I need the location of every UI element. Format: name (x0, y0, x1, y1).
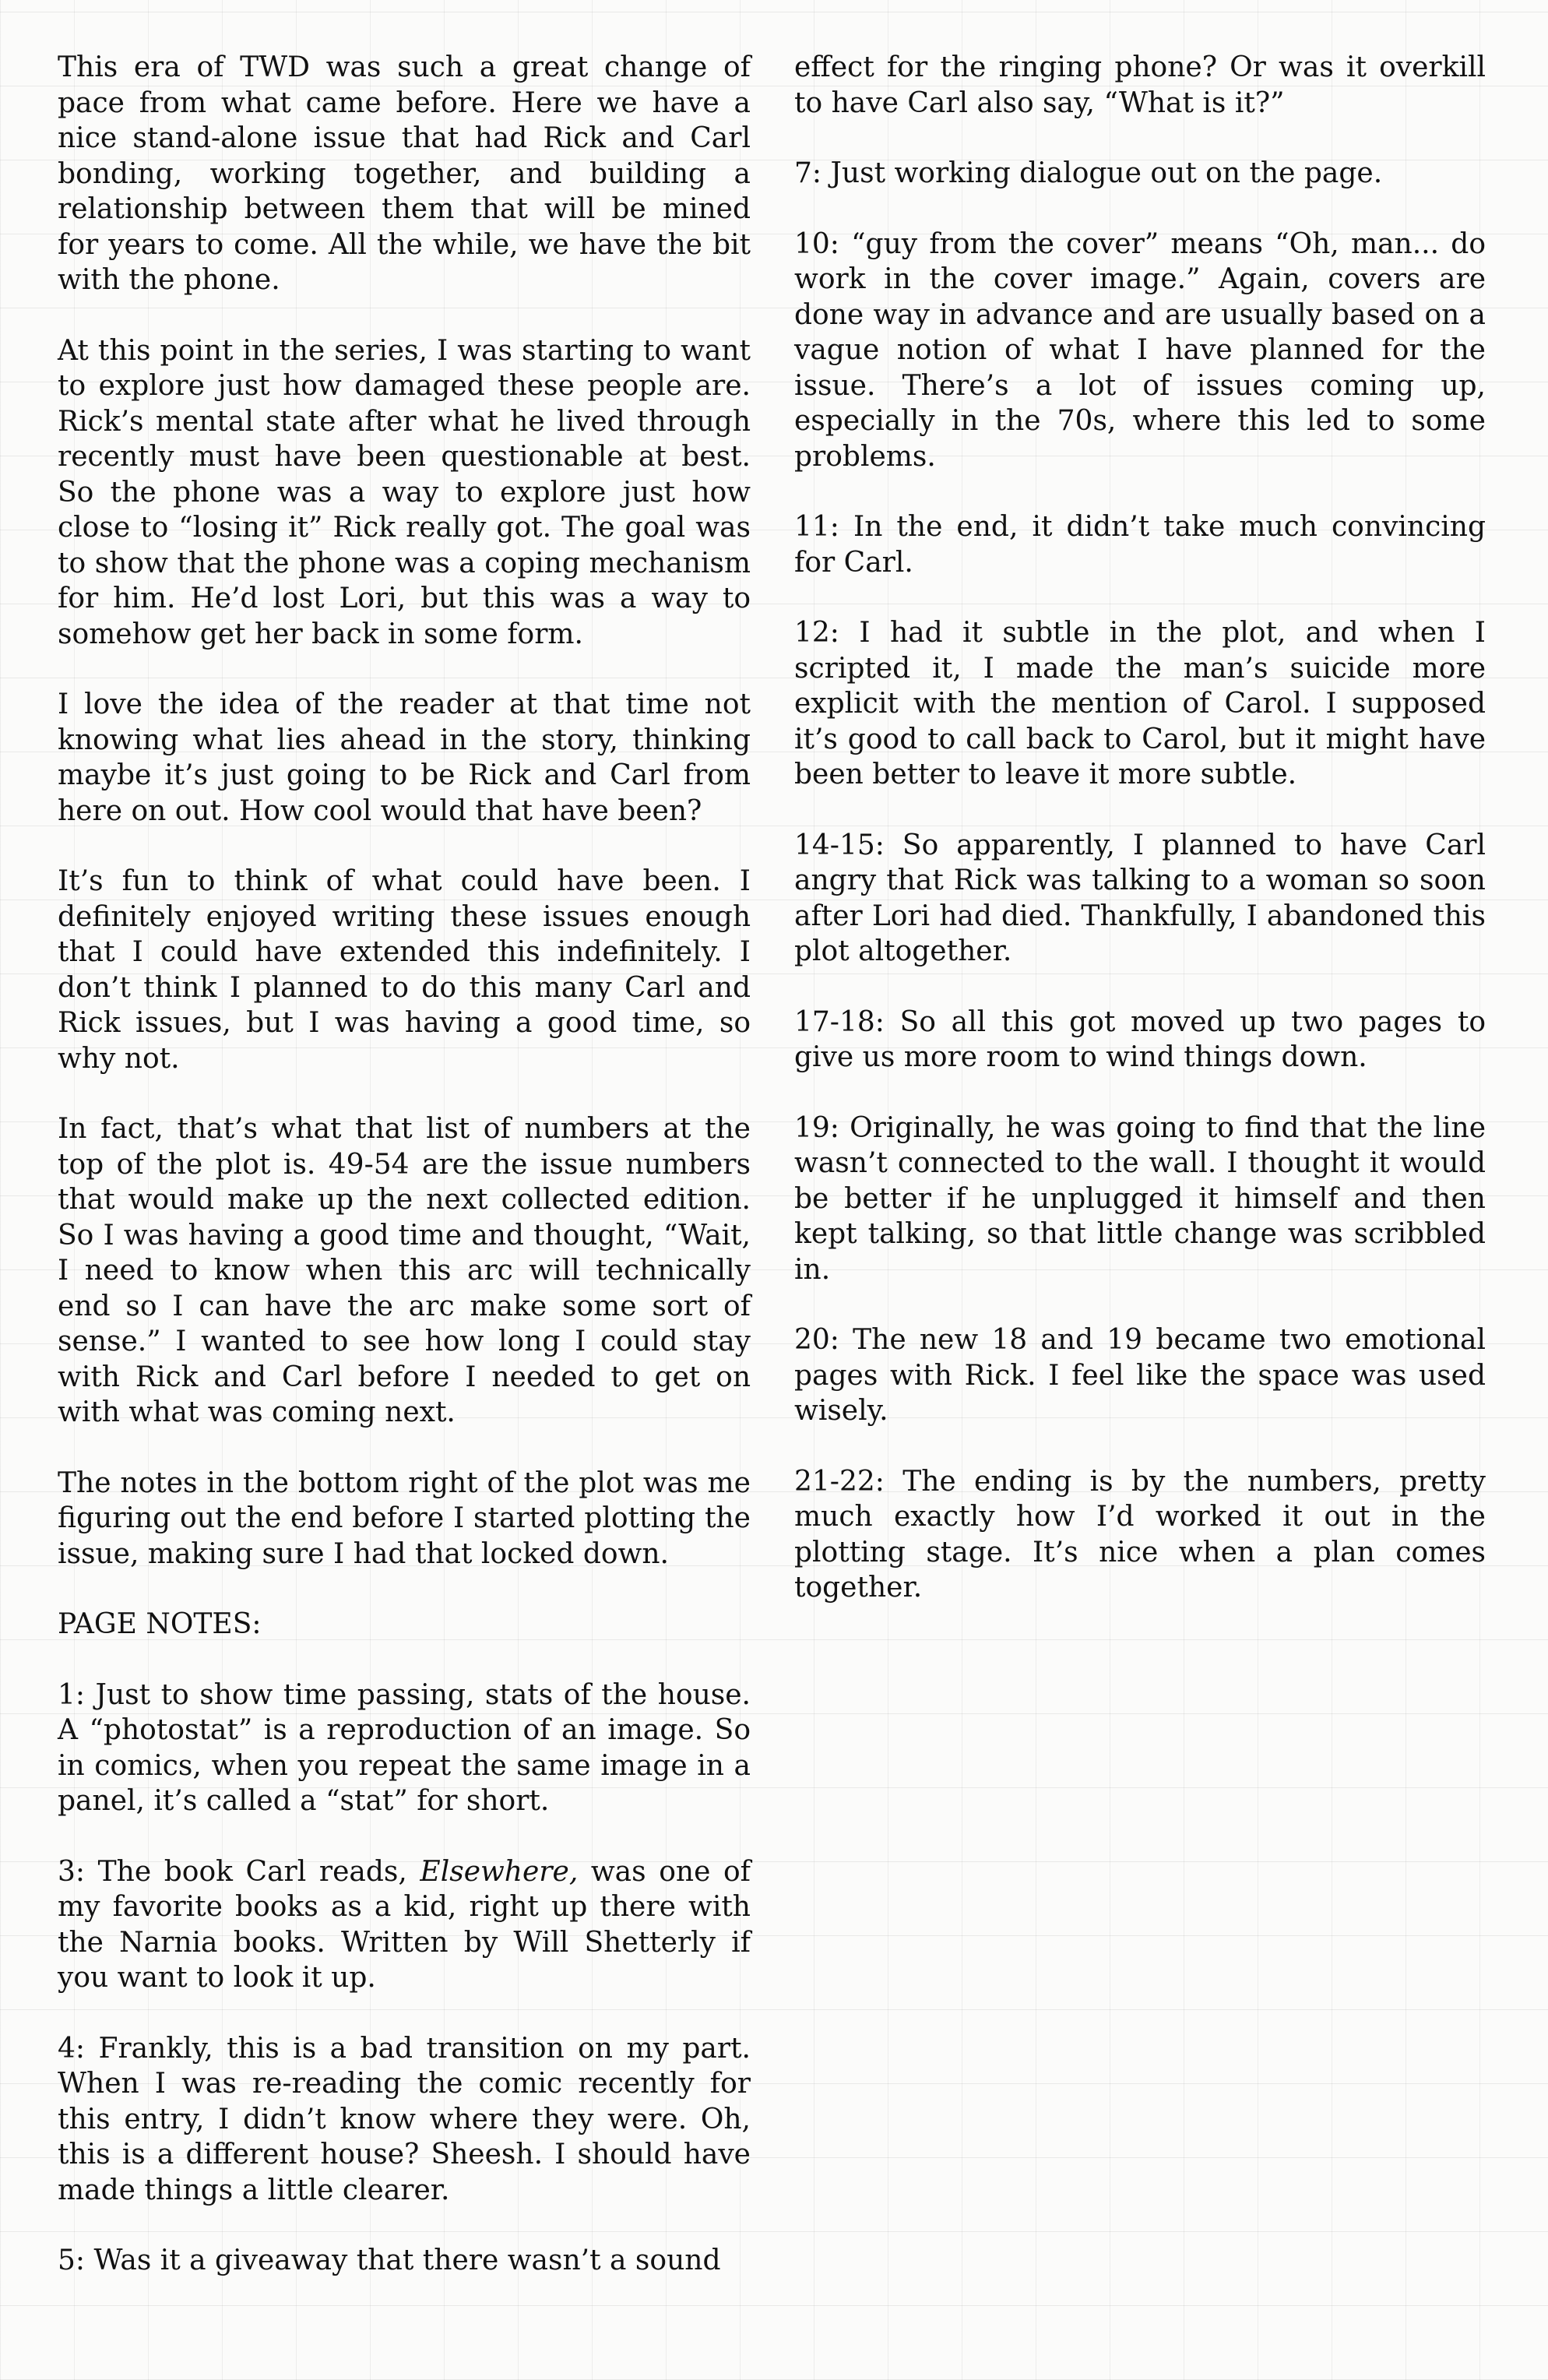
page-note: 17-18: So all this got moved up two pages to give us more room to wind things down. (794, 1005, 1486, 1073)
left-column (58, 50, 751, 2279)
page-note: 7: Just working dialogue out on the page. (794, 157, 1383, 189)
page-note (58, 1854, 751, 1996)
page-note: 10: “guy from the cover” means “Oh, man... do work in the cover image.” Again, covers are done way in advance and are usually based on a vague notion of what I have planned for the issue. There’s a lot of issues coming up, especially in the 70s, where this led to some problems. (794, 227, 1486, 473)
page-note: 1: Just to show time passing, stats of the house. A “photostat” is a reproduction of an image. So in comics, when you repeat the same image in a panel, it’s called a “stat” for short. (58, 1678, 751, 1817)
page-note: 5: Was it a giveaway that there wasn’t a sound (58, 2244, 721, 2276)
page-note: 20: The new 18 and 19 became two emotional pages with Rick. I feel like the space was used wisely. (794, 1324, 1486, 1427)
page-note: 4: Frankly, this is a bad transition on my part. When I was re-reading the comic recently for this entry, I didn’t know where they were. Oh, this is a different house? Sheesh. I should have made things a little clearer. (58, 2032, 751, 2206)
paragraph: The notes in the bottom right of the plot was me figuring out the end before I started plotting the issue, making sure I had that locked down. (58, 1466, 751, 1570)
page-note: 19: Originally, he was going to find that the line wasn’t connected to the wall. I thought it would be better if he unplugged it himself and then kept talking, so that little change was scribbled in. (794, 1111, 1486, 1286)
note-text: was one of my favorite books as a kid, right up there with the Narnia books. Written by Will Shetterly if you want to look it up. (58, 1855, 751, 1994)
paragraph: This era of TWD was such a great change of pace from what came before. Here we have a nice stand-alone issue that had Rick and Carl bonding, working together, and building a relationship between them that will be mined for years to come. All the while, we have the bit with the phone. (58, 51, 751, 296)
paragraph: I love the idea of the reader at that time not knowing what lies ahead in the story, thinking maybe it’s just going to be Rick and Carl from here on out. How cool would that have been? (58, 688, 751, 827)
page-note: 11: In the end, it didn’t take much convincing for Carl. (794, 511, 1486, 579)
page-note: effect for the ringing phone? Or was it overkill to have Carl also say, “What is it?” (794, 51, 1486, 119)
book-title: Elsewhere, (420, 1855, 579, 1888)
paragraph: In fact, that’s what that list of numbers at the top of the plot is. 49-54 are the issue numbers that would make up the next collected edition. So I was having a good time and thought, “Wait, I need to know when this arc will technically end so I can have the arc make some sort of sense.” I wanted to see how long I could stay with Rick and Carl before I needed to get on with what was coming next. (58, 1113, 751, 1428)
page-note: 14-15: So apparently, I planned to have Carl angry that Rick was talking to a woman so soon after Lori had died. Thankfully, I abandoned this plot altogether. (794, 829, 1486, 967)
page-note: 21-22: The ending is by the numbers, pretty much exactly how I’d worked it out in the plotting stage. It’s nice when a plan comes together. (794, 1465, 1486, 1604)
right-column (794, 50, 1486, 1606)
page-notes-heading: PAGE NOTES: (58, 1608, 262, 1640)
paragraph: At this point in the series, I was starting to want to explore just how damaged these people are. Rick’s mental state after what he lived through recently must have been questionable at best. So the phone was a way to explore just how close to “losing it” Rick really got. The goal was to show that the phone was a coping mechanism for him. He’d lost Lori, but this was a way to somehow get her back in some form. (58, 334, 751, 650)
page-note: 12: I had it subtle in the plot, and when I scripted it, I made the man’s suicide more explicit with the mention of Carol. I supposed it’s good to call back to Carol, but it might have been better to leave it more subtle. (794, 617, 1486, 790)
note-text: 3: The book Carl reads, (58, 1855, 420, 1888)
paragraph: It’s fun to think of what could have been. I definitely enjoyed writing these issues enough that I could have extended this indefinitely. I don’t think I planned to do this many Carl and Rick issues, but I was having a good time, so why not. (58, 865, 751, 1075)
